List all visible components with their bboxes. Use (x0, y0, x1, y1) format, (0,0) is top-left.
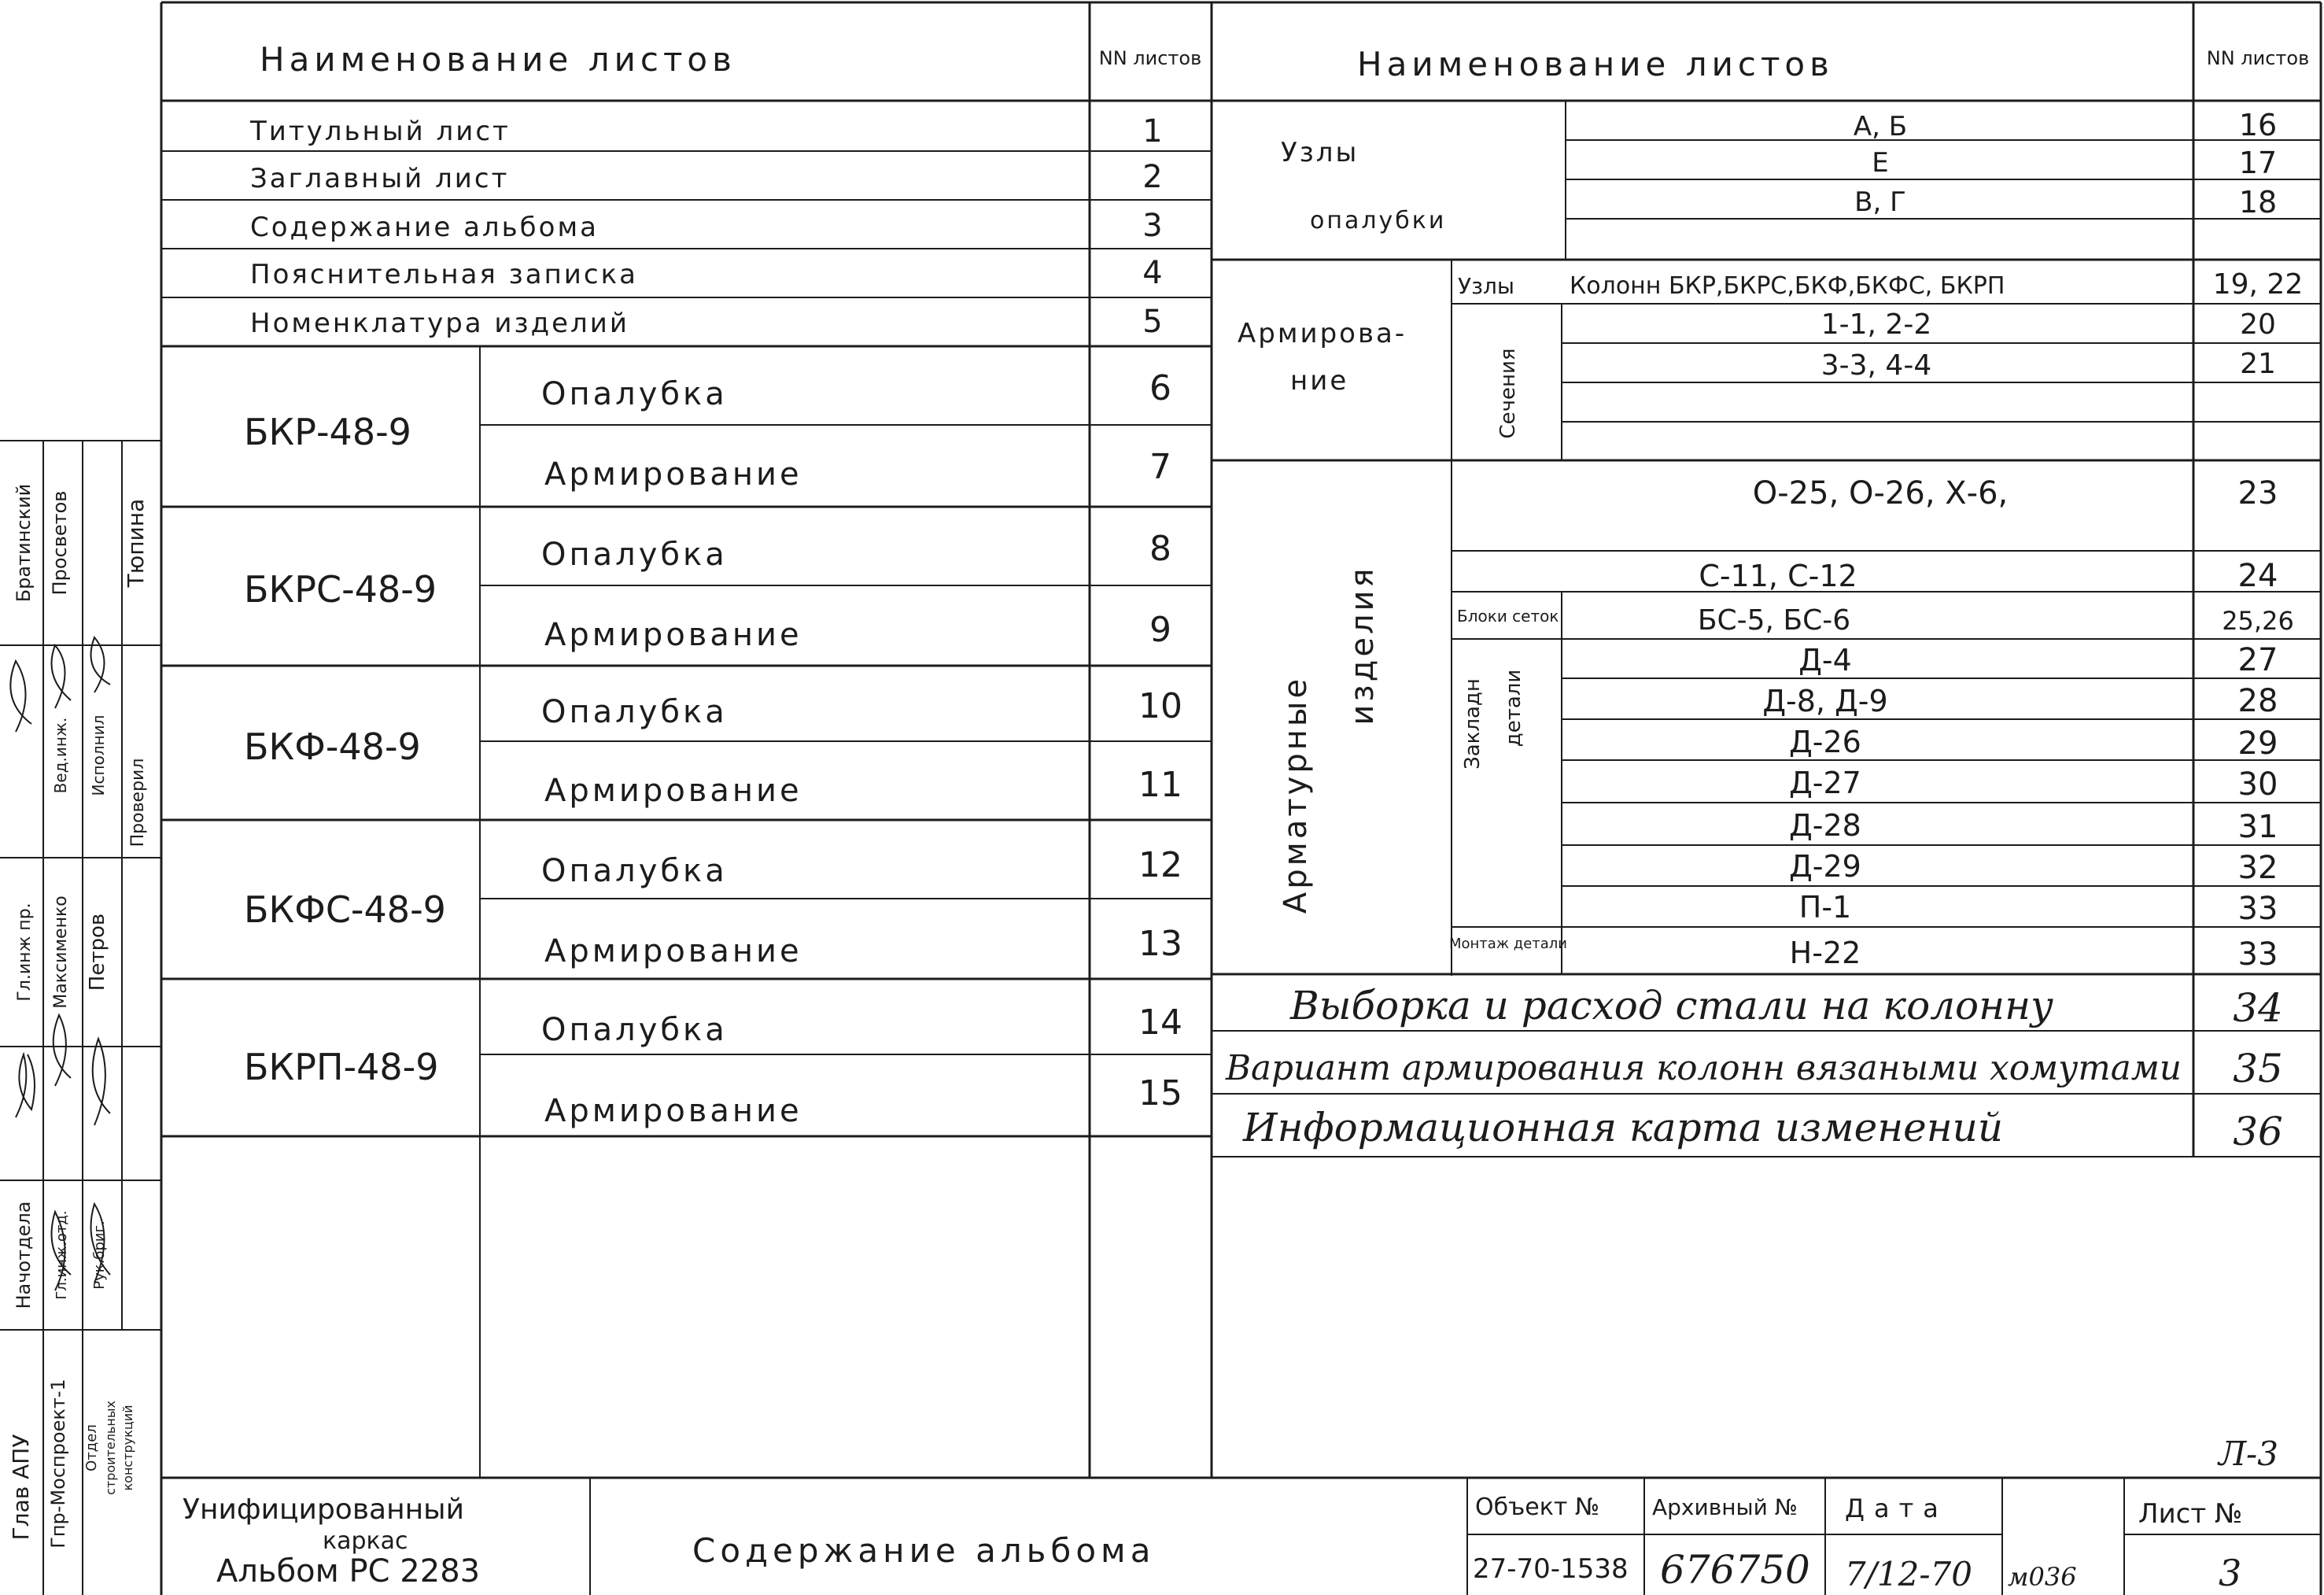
group-mark-3: БКФ-48-9 (244, 726, 421, 768)
group-sub-num-2b: 9 (1149, 610, 1171, 650)
album-line-3: Альбом РС 2283 (216, 1553, 481, 1589)
izd-label-2: изделия (1345, 565, 1381, 726)
role-1-1: Начотдела (13, 1201, 35, 1309)
left-row-num-2: 2 (1142, 159, 1163, 195)
left-row-num-5: 5 (1142, 304, 1163, 340)
archive-value: 676750 (1660, 1547, 1810, 1593)
group-mark-1: БКР-48-9 (244, 411, 411, 453)
zakl-row-num-2: 28 (2237, 683, 2278, 719)
group-sub-name-2a: Опалубка (541, 537, 728, 573)
extra-row-num-2: 35 (2233, 1046, 2283, 1091)
left-row-num-1: 1 (1142, 113, 1163, 150)
group-mark-5: БКРП-48-9 (244, 1046, 439, 1088)
group-sub-name-4b: Армирование (544, 933, 802, 969)
uzly-row-num-3: 18 (2238, 185, 2278, 220)
signature-scribble-2 (53, 1015, 71, 1086)
org-line-4: строительных (103, 1401, 118, 1495)
left-row-name-5: Номенклатура изделий (250, 308, 629, 339)
signature-scribble-4 (10, 661, 31, 732)
archive-label: Архивный № (1652, 1494, 1798, 1520)
izd-label-1: Арматурные (1278, 675, 1314, 914)
group-sub-name-4a: Опалубка (541, 853, 728, 889)
object-value: 27-70-1538 (1473, 1553, 1629, 1585)
object-label: Объект № (1475, 1493, 1600, 1521)
group-sub-num-1b: 7 (1149, 447, 1171, 487)
uzly-row-num-2: 17 (2238, 146, 2278, 180)
sech-row-num-1: 20 (2240, 308, 2276, 341)
group-sub-num-4b: 13 (1138, 924, 1182, 964)
album-line-1: Унифицированный (183, 1493, 464, 1526)
left-contents-table (161, 2, 1212, 1478)
group-sub-name-2b: Армирование (544, 617, 802, 653)
extra-row-num-3: 36 (2233, 1109, 2283, 1154)
role-2-4: Просветов (49, 490, 71, 596)
role-2-2: Вед.инж. (51, 717, 70, 794)
date-label: Дата (1845, 1493, 1948, 1523)
extra-row-num-1: 34 (2233, 985, 2283, 1031)
zakl-row-num-6: 32 (2237, 850, 2278, 886)
right-header-nn: NN листов (2206, 47, 2310, 69)
zakl-row-num-5: 31 (2237, 809, 2278, 845)
extra-value: м036 (2008, 1562, 2077, 1592)
montazh-row-name: Н-22 (1789, 936, 1861, 970)
left-row-name-2: Заглавный лист (250, 163, 510, 194)
zakl-row-name-7: П-1 (1798, 890, 1852, 925)
uzly-row-name-2: Е (1872, 147, 1889, 179)
zakl-row-name-3: Д-26 (1789, 725, 1861, 759)
left-row-name-3: Содержание альбома (250, 212, 599, 243)
role-2-3: Максименко (51, 895, 71, 1009)
group-sub-name-1b: Армирование (544, 456, 802, 493)
role-1-2: Гл.инж пр. (15, 903, 35, 1002)
montazh-tag: Монтаж детали (1449, 936, 1568, 952)
group-sub-name-3b: Армирование (544, 773, 802, 809)
sheet-title: Содержание альбома (692, 1531, 1156, 1570)
role-3-1: Рук.бриг. (91, 1220, 108, 1290)
group-sub-num-3a: 10 (1138, 686, 1182, 726)
org-line-3: Отдел (83, 1424, 100, 1471)
right-contents-table (1212, 2, 2321, 1473)
arm-uzly-tag: Узлы (1458, 273, 1514, 299)
arm-uzly-text: Колонн БКР,БКРС,БКФ,БКФС, БКРП (1570, 272, 2005, 300)
montazh-row-num: 33 (2237, 936, 2278, 973)
extra-row-name-2: Вариант армирования колонн вязаными хомутами (1225, 1048, 2182, 1088)
group-mark-4: БКФС-48-9 (244, 888, 446, 931)
sech-row-name-1: 1-1, 2-2 (1820, 308, 1932, 341)
group-sub-num-3b: 11 (1138, 765, 1182, 805)
zakl-label-2: детали (1502, 669, 1525, 748)
org-line-1: Глав АПУ (8, 1434, 34, 1541)
group-sub-num-1a: 6 (1149, 368, 1171, 408)
role-3-4: Тюпина (123, 498, 149, 588)
uzly-row-name-1: А, Б (1853, 111, 1908, 142)
group-sub-num-5b: 15 (1138, 1073, 1182, 1113)
zakl-label-1: Закладн (1461, 678, 1485, 770)
zakl-row-num-4: 30 (2237, 766, 2278, 803)
arm-label-1: Армирова- (1238, 318, 1407, 349)
zakl-row-num-3: 29 (2237, 726, 2278, 762)
izd-row-num-1: 23 (2237, 475, 2278, 511)
group-sub-name-1a: Опалубка (541, 376, 728, 412)
signature-scribble-5 (52, 645, 72, 708)
title-block (183, 1478, 2321, 1595)
group-sub-num-2a: 8 (1149, 529, 1171, 569)
group-sub-num-4a: 12 (1138, 845, 1182, 885)
margin-note: Л-3 (2219, 1434, 2278, 1473)
zakl-row-name-2: Д-8, Д-9 (1762, 684, 1888, 718)
uzly-label-1: Узлы (1281, 137, 1359, 168)
uzly-row-num-1: 16 (2238, 108, 2278, 142)
left-header-nn: NN листов (1098, 47, 1202, 69)
sech-row-num-2: 21 (2240, 348, 2276, 380)
group-sub-name-3a: Опалубка (541, 694, 728, 730)
signature-scribble-1 (16, 1054, 35, 1117)
signature-scribble-3 (93, 1039, 110, 1125)
org-line-2: Гпр-Моспроект-1 (47, 1379, 69, 1549)
bloki-tag: Блоки сеток (1457, 607, 1559, 626)
zakl-row-name-1: Д-4 (1798, 643, 1852, 678)
izd-row-name-2: С-11, С-12 (1699, 559, 1857, 593)
album-line-2: каркас (323, 1527, 408, 1555)
extra-row-name-3: Информационная карта изменений (1243, 1105, 2004, 1150)
group-sub-name-5b: Армирование (544, 1093, 802, 1129)
signature-strip (0, 441, 161, 1595)
left-header-name: Наименование листов (260, 40, 736, 79)
role-3b-1: Проверил (128, 758, 148, 847)
left-row-num-4: 4 (1142, 255, 1163, 291)
role-2-1: Гл.инж.отд. (53, 1210, 70, 1300)
left-row-name-4: Пояснительная записка (250, 259, 638, 290)
uzly-row-name-3: В, Г (1854, 186, 1906, 218)
arm-label-2: ние (1290, 365, 1349, 397)
extra-row-name-1: Выборка и расход стали на колонну (1290, 983, 2054, 1028)
role-3-3: Петров (86, 913, 109, 991)
izd-row-name-1: О-25, О-26, Х-6, (1752, 475, 2009, 511)
group-sub-name-5a: Опалубка (541, 1012, 728, 1048)
left-row-name-1: Титульный лист (250, 116, 511, 147)
left-row-num-3: 3 (1142, 208, 1163, 244)
group-mark-2: БКРС-48-9 (244, 568, 437, 611)
zakl-row-num-7: 33 (2237, 891, 2278, 927)
zakl-row-name-5: Д-28 (1789, 808, 1861, 843)
zakl-row-num-1: 27 (2237, 642, 2278, 678)
arm-uzly-num: 19, 22 (2212, 268, 2304, 301)
sheet-value: 3 (2219, 1552, 2242, 1594)
role-3-2: Исполнил (89, 714, 108, 796)
secheniya-label: Сечения (1496, 348, 1520, 439)
group-sub-num-5a: 14 (1138, 1002, 1182, 1043)
sech-row-name-2: 3-3, 4-4 (1820, 349, 1932, 382)
sheet-label: Лист № (2138, 1498, 2243, 1530)
bloki-row-num: 25,26 (2222, 606, 2294, 636)
role-1-4: Братинский (13, 483, 35, 603)
zakl-row-name-6: Д-29 (1789, 849, 1861, 884)
izd-row-num-2: 24 (2237, 558, 2278, 594)
right-header-name: Наименование листов (1357, 45, 1834, 83)
uzly-label-2: опалубки (1310, 207, 1447, 234)
zakl-row-name-4: Д-27 (1789, 766, 1861, 800)
date-value: 7/12-70 (1845, 1555, 1972, 1593)
org-line-5: конструкций (120, 1405, 135, 1491)
bloki-row-name: БС-5, БС-6 (1697, 604, 1851, 637)
